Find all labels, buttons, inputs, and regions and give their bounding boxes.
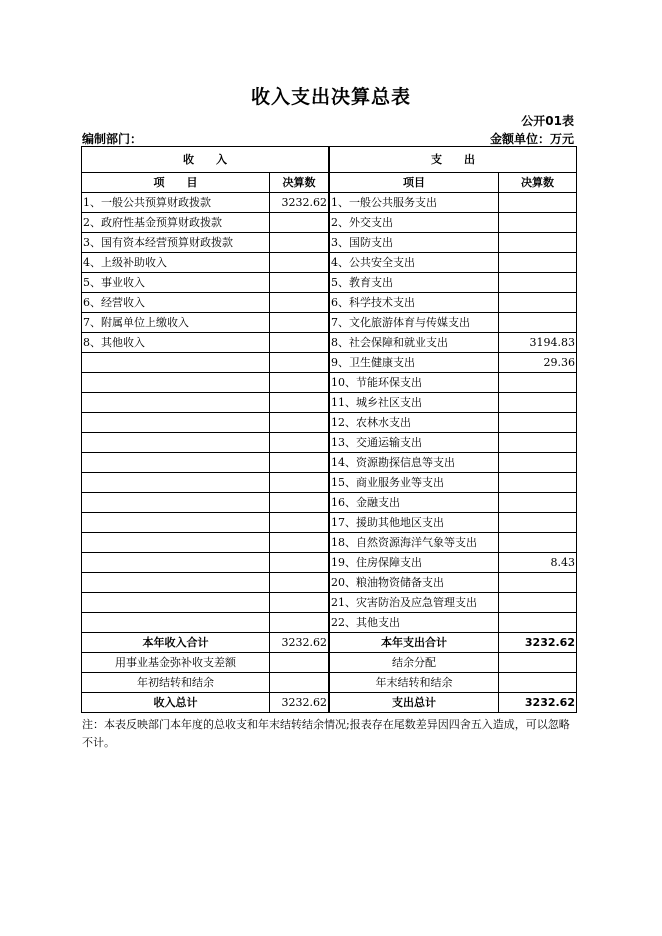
income-item-cell: 4、上级补助收入 bbox=[82, 253, 270, 273]
summary-row bbox=[82, 693, 577, 713]
table-row bbox=[82, 193, 577, 213]
income-item-cell bbox=[82, 513, 270, 533]
expense-header: 支 出 bbox=[330, 147, 577, 173]
expense-amount-cell bbox=[499, 573, 577, 593]
income-item-cell: 2、政府性基金预算财政拨款 bbox=[82, 213, 270, 233]
income-item-cell: 5、事业收入 bbox=[82, 273, 270, 293]
summary-expense-amount: 3232.62 bbox=[499, 693, 577, 713]
expense-amount-cell bbox=[499, 193, 577, 213]
income-amount-cell bbox=[270, 513, 329, 533]
expense-item-cell: 12、农林水支出 bbox=[330, 413, 499, 433]
summary-expense-amount: 3232.62 bbox=[499, 633, 577, 653]
income-item-cell bbox=[82, 573, 270, 593]
income-amount-cell bbox=[270, 393, 329, 413]
table-row bbox=[82, 253, 577, 273]
expense-item-cell: 6、科学技术支出 bbox=[330, 293, 499, 313]
expense-amount-cell bbox=[499, 213, 577, 233]
summary-row bbox=[82, 633, 577, 653]
table-row bbox=[82, 593, 577, 613]
expense-amount-cell bbox=[499, 233, 577, 253]
income-amount-cell bbox=[270, 573, 329, 593]
expense-item-cell: 7、文化旅游体育与传媒支出 bbox=[330, 313, 499, 333]
income-amount-cell bbox=[270, 413, 329, 433]
income-item-cell bbox=[82, 373, 270, 393]
expense-item-cell: 10、节能环保支出 bbox=[330, 373, 499, 393]
income-amount-cell bbox=[270, 353, 329, 373]
table-row bbox=[82, 273, 577, 293]
income-item-cell: 8、其他收入 bbox=[82, 333, 270, 353]
income-amount-cell bbox=[270, 293, 329, 313]
budget-table bbox=[81, 146, 577, 713]
income-item-cell: 3、国有资本经营预算财政拨款 bbox=[82, 233, 270, 253]
income-item-cell bbox=[82, 453, 270, 473]
column-header-row bbox=[82, 173, 577, 193]
expense-amount-cell bbox=[499, 373, 577, 393]
summary-expense-label: 年末结转和结余 bbox=[330, 673, 499, 693]
summary-expense-amount bbox=[499, 653, 577, 673]
expense-item-cell: 4、公共安全支出 bbox=[330, 253, 499, 273]
table-row bbox=[82, 613, 577, 633]
expense-amount-cell bbox=[499, 473, 577, 493]
income-amount-cell bbox=[270, 493, 329, 513]
summary-income-amount: 3232.62 bbox=[270, 693, 329, 713]
expense-amount-cell bbox=[499, 413, 577, 433]
expense-amount-cell bbox=[499, 393, 577, 413]
table-row bbox=[82, 313, 577, 333]
income-amount-cell bbox=[270, 333, 329, 353]
summary-income-amount bbox=[270, 653, 329, 673]
footnote: 注：本表反映部门本年度的总收支和年末结转结余情况;报表存在尾数差异因四舍五入造成，可以忽略不计。 bbox=[82, 718, 570, 749]
income-item-cell: 1、一般公共预算财政拨款 bbox=[82, 193, 270, 213]
expense-item-cell: 3、国防支出 bbox=[330, 233, 499, 253]
expense-item-cell: 11、城乡社区支出 bbox=[330, 393, 499, 413]
summary-expense-label: 结余分配 bbox=[330, 653, 499, 673]
summary-income-amount bbox=[270, 673, 329, 693]
summary-income-label: 本年收入合计 bbox=[82, 633, 270, 653]
income-item-cell bbox=[82, 413, 270, 433]
table-row bbox=[82, 293, 577, 313]
income-amount-cell bbox=[270, 553, 329, 573]
income-amount-cell bbox=[270, 273, 329, 293]
income-header: 收 入 bbox=[82, 147, 329, 173]
summary-income-label: 年初结转和结余 bbox=[82, 673, 270, 693]
income-item-cell bbox=[82, 433, 270, 453]
summary-row bbox=[82, 673, 577, 693]
section-header-row bbox=[82, 147, 577, 173]
summary-expense-label: 本年支出合计 bbox=[330, 633, 499, 653]
expense-amount-cell bbox=[499, 433, 577, 453]
dept-label: 编制部门： bbox=[82, 132, 143, 146]
income-amount-cell: 3232.62 bbox=[270, 193, 329, 213]
summary-income-amount: 3232.62 bbox=[270, 633, 329, 653]
table-row bbox=[82, 453, 577, 473]
expense-item-cell: 15、商业服务业等支出 bbox=[330, 473, 499, 493]
income-amount-cell bbox=[270, 453, 329, 473]
table-row bbox=[82, 373, 577, 393]
expense-amount-cell: 8.43 bbox=[499, 553, 577, 573]
income-item-cell bbox=[82, 353, 270, 373]
expense-item-cell: 14、资源勘探信息等支出 bbox=[330, 453, 499, 473]
income-amount-cell bbox=[270, 533, 329, 553]
expense-amount-cell bbox=[499, 273, 577, 293]
table-row bbox=[82, 393, 577, 413]
expense-amount-cell bbox=[499, 513, 577, 533]
table-row bbox=[82, 233, 577, 253]
table-row bbox=[82, 533, 577, 553]
expense-item-cell: 8、社会保障和就业支出 bbox=[330, 333, 499, 353]
expense-amount-cell bbox=[499, 593, 577, 613]
expense-amount-cell bbox=[499, 453, 577, 473]
expense-item-header: 项目 bbox=[330, 173, 499, 193]
income-amount-cell bbox=[270, 433, 329, 453]
expense-amount-cell: 3194.83 bbox=[499, 333, 577, 353]
income-item-header: 项 目 bbox=[82, 173, 270, 193]
unit-label: 金额单位：万元 bbox=[489, 132, 574, 146]
income-item-cell bbox=[82, 613, 270, 633]
income-amount-cell bbox=[270, 213, 329, 233]
expense-amount-cell bbox=[499, 293, 577, 313]
income-amount-cell bbox=[270, 313, 329, 333]
summary-expense-label: 支出总计 bbox=[330, 693, 499, 713]
summary-income-label: 收入总计 bbox=[82, 693, 270, 713]
expense-item-cell: 19、住房保障支出 bbox=[330, 553, 499, 573]
expense-amount-cell: 29.36 bbox=[499, 353, 577, 373]
income-amount-cell bbox=[270, 253, 329, 273]
expense-item-cell: 2、外交支出 bbox=[330, 213, 499, 233]
income-amount-cell bbox=[270, 233, 329, 253]
income-item-cell: 7、附属单位上缴收入 bbox=[82, 313, 270, 333]
table-row bbox=[82, 573, 577, 593]
expense-item-cell: 20、粮油物资储备支出 bbox=[330, 573, 499, 593]
expense-amount-cell bbox=[499, 493, 577, 513]
income-item-cell bbox=[82, 393, 270, 413]
expense-amount-cell bbox=[499, 253, 577, 273]
table-row bbox=[82, 333, 577, 353]
summary-row bbox=[82, 653, 577, 673]
form-number: 公开01表 bbox=[521, 114, 574, 128]
table-row bbox=[82, 493, 577, 513]
income-item-cell bbox=[82, 593, 270, 613]
expense-amount-header: 决算数 bbox=[499, 173, 577, 193]
table-body bbox=[82, 147, 577, 713]
expense-item-cell: 16、金融支出 bbox=[330, 493, 499, 513]
expense-item-cell: 22、其他支出 bbox=[330, 613, 499, 633]
page-title: 收入支出决算总表 bbox=[250, 86, 411, 108]
table-row bbox=[82, 353, 577, 373]
table-row bbox=[82, 553, 577, 573]
summary-income-label: 用事业基金弥补收支差额 bbox=[82, 653, 270, 673]
income-amount-cell bbox=[270, 613, 329, 633]
income-item-cell: 6、经营收入 bbox=[82, 293, 270, 313]
expense-item-cell: 13、交通运输支出 bbox=[330, 433, 499, 453]
expense-item-cell: 5、教育支出 bbox=[330, 273, 499, 293]
income-item-cell bbox=[82, 533, 270, 553]
income-item-cell bbox=[82, 473, 270, 493]
expense-amount-cell bbox=[499, 313, 577, 333]
income-item-cell bbox=[82, 553, 270, 573]
expense-item-cell: 9、卫生健康支出 bbox=[330, 353, 499, 373]
table-row bbox=[82, 213, 577, 233]
income-amount-cell bbox=[270, 373, 329, 393]
income-item-cell bbox=[82, 493, 270, 513]
income-amount-header: 决算数 bbox=[270, 173, 329, 193]
expense-amount-cell bbox=[499, 533, 577, 553]
summary-expense-amount bbox=[499, 673, 577, 693]
income-amount-cell bbox=[270, 473, 329, 493]
expense-item-cell: 1、一般公共服务支出 bbox=[330, 193, 499, 213]
income-amount-cell bbox=[270, 593, 329, 613]
table-row bbox=[82, 413, 577, 433]
table-row bbox=[82, 433, 577, 453]
table-row bbox=[82, 513, 577, 533]
expense-item-cell: 17、援助其他地区支出 bbox=[330, 513, 499, 533]
table-row bbox=[82, 473, 577, 493]
expense-item-cell: 18、自然资源海洋气象等支出 bbox=[330, 533, 499, 553]
expense-item-cell: 21、灾害防治及应急管理支出 bbox=[330, 593, 499, 613]
expense-amount-cell bbox=[499, 613, 577, 633]
